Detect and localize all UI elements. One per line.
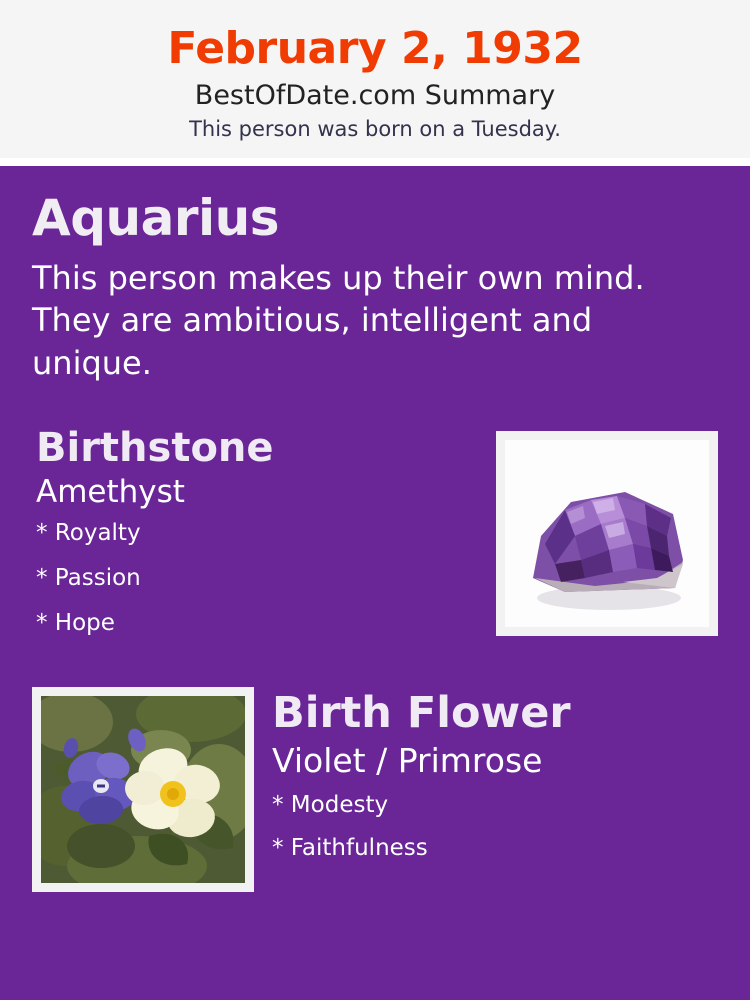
- birthstone-name: Amethyst: [36, 473, 185, 510]
- birthstone-image: [505, 440, 709, 627]
- birthstone-image-frame: [496, 431, 718, 636]
- birth-flower-image-frame: [32, 687, 254, 892]
- amethyst-crystal-icon: [505, 440, 709, 627]
- zodiac-sign-title: Aquarius: [32, 189, 279, 248]
- birth-flower-heading: Birth Flower: [272, 688, 571, 739]
- birth-weekday-text: This person was born on a Tuesday.: [189, 117, 561, 142]
- birth-flower-image: [41, 696, 245, 883]
- birthstone-trait: * Royalty: [36, 520, 141, 547]
- birthstone-trait: * Passion: [36, 565, 141, 592]
- zodiac-description: This person makes up their own mind. They are ambitious, intelligent and unique.: [32, 258, 645, 383]
- birthstone-text: [32, 424, 478, 658]
- birth-flower-trait: * Modesty: [272, 792, 389, 819]
- details-panel: [0, 166, 750, 1000]
- violet-primrose-flower-icon: [41, 696, 245, 883]
- card-header: [0, 0, 750, 158]
- birth-flower-trait: * Faithfulness: [272, 835, 428, 862]
- header-divider: [0, 158, 750, 166]
- birthstone-section: [32, 424, 718, 658]
- birth-flower-name: Violet / Primrose: [272, 741, 543, 781]
- site-summary-label: BestOfDate.com Summary: [194, 80, 556, 112]
- birthstone-trait: * Hope: [36, 610, 115, 637]
- birth-flower-text: [272, 687, 718, 880]
- birth-date-title: February 2, 1932: [167, 23, 583, 74]
- birthstone-heading: Birthstone: [36, 424, 274, 471]
- birth-flower-section: [32, 687, 718, 892]
